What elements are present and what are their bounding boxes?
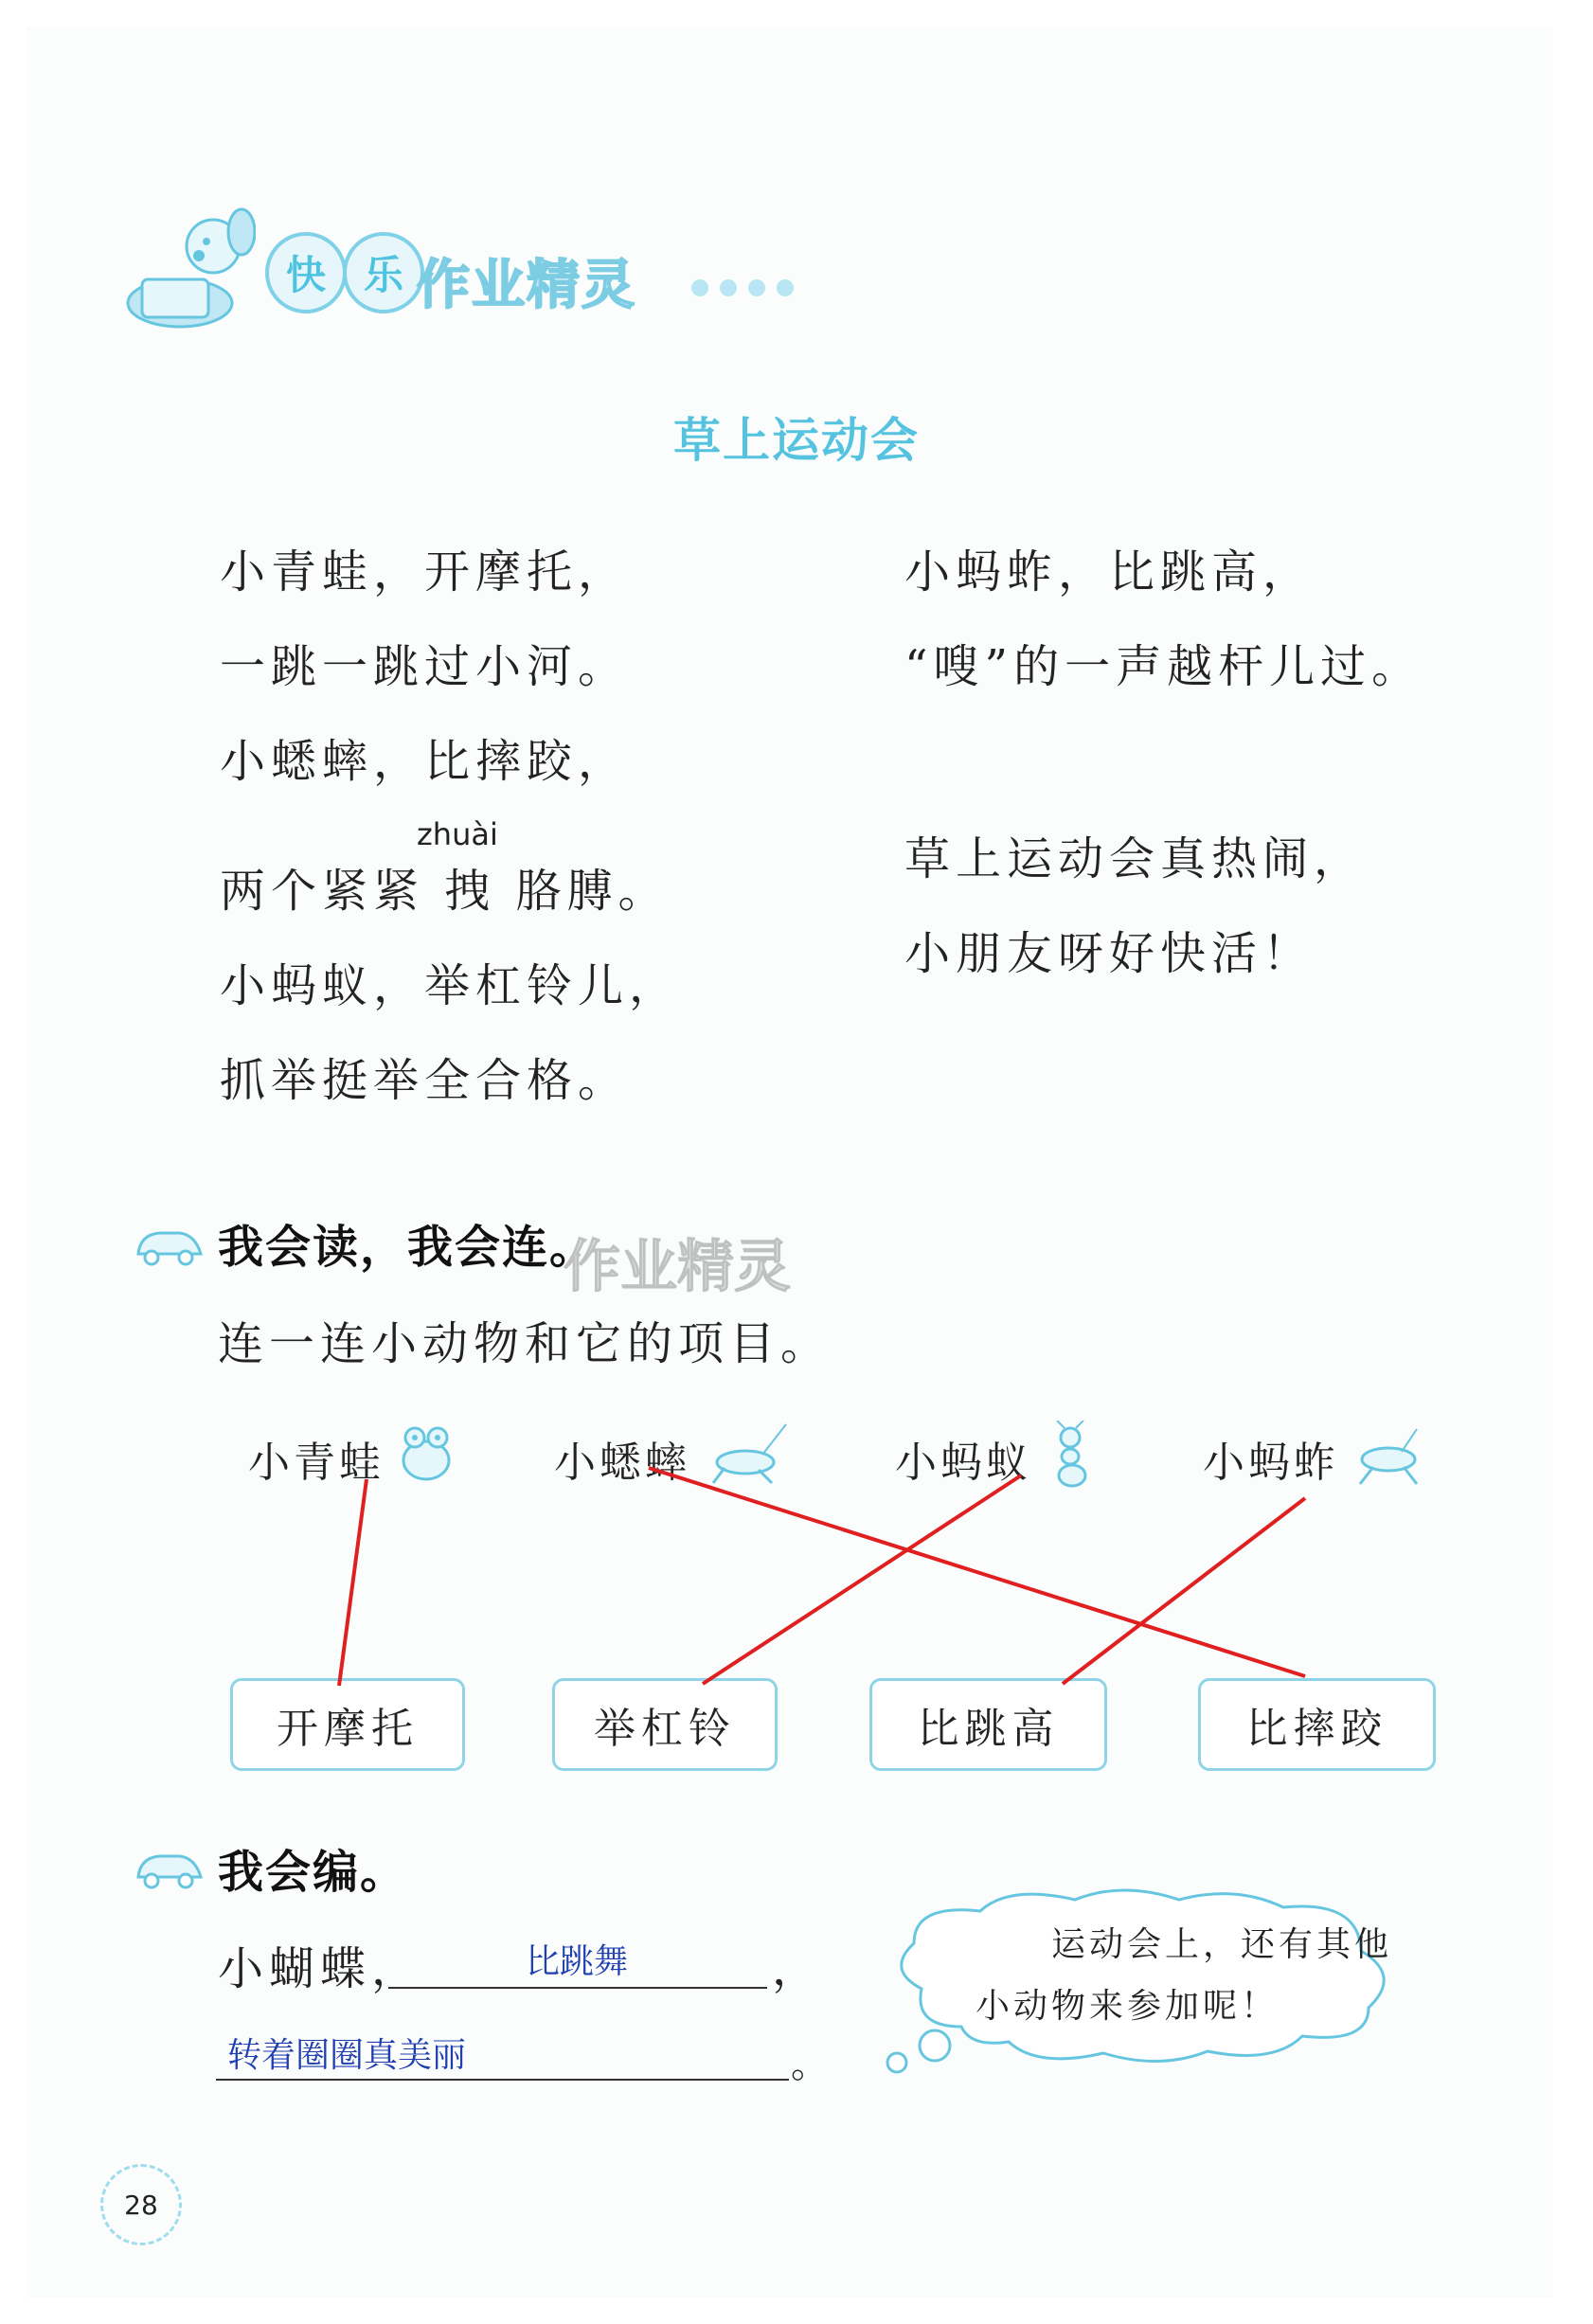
- connection-line-ant-barbell: [703, 1475, 1021, 1684]
- page-number: 28: [100, 2164, 182, 2245]
- poem-line: 小朋友呀好快活！: [904, 927, 1315, 980]
- animal-label-frog: 小青蛙: [248, 1439, 385, 1487]
- badge-kuai: 快: [265, 232, 347, 313]
- answer-field-1[interactable]: 比跳舞: [526, 1942, 629, 1981]
- poem-line: 小青蛙，开摩托，: [220, 545, 630, 599]
- poem-line: 一跳一跳过小河。: [220, 640, 630, 693]
- cloud-text-line-2: 小动物来参加呢！: [975, 1987, 1280, 2026]
- banner-title: 作业精灵: [417, 255, 636, 316]
- answer-field-2[interactable]: 转着圈圈真美丽: [227, 2036, 467, 2075]
- section-heading-compose: 我会编。: [218, 1846, 408, 1899]
- comma-mark: ，: [772, 1942, 824, 1995]
- watermark: 作业精灵: [564, 1234, 791, 1300]
- pinyin-zhuai: zhuài: [417, 816, 498, 852]
- section-heading-read-connect: 我会读，我会连。: [218, 1221, 598, 1274]
- poem-line: 草上运动会真热闹，: [904, 832, 1366, 885]
- event-box-barbell[interactable]: 举杠铃: [552, 1678, 778, 1771]
- badge-le: 乐: [343, 232, 424, 313]
- event-box-motorcycle[interactable]: 开摩托: [230, 1678, 465, 1771]
- poem-line: 小蚂蚱，比跳高，: [904, 545, 1315, 599]
- poem-line: 抓举挺举全合格。: [220, 1054, 630, 1107]
- poem-line: 小蚂蚁，举杠铃儿，: [220, 959, 681, 1012]
- poem-line: 小蟋蟀，比摔跤，: [220, 735, 630, 788]
- car-icon: [131, 1845, 206, 1890]
- answer-underline-1: [388, 1987, 767, 1989]
- connection-line-grasshopper-high-jump: [1063, 1498, 1305, 1684]
- answer-underline-2: [216, 2079, 789, 2081]
- event-box-high-jump[interactable]: 比跳高: [869, 1678, 1107, 1771]
- animal-label-grasshopper: 小蚂蚱: [1203, 1439, 1339, 1487]
- period-mark: 。: [791, 2043, 834, 2086]
- poem-line: 两个紧紧 拽 胳膊。: [220, 865, 670, 918]
- animal-label-cricket: 小蟋蟀: [554, 1439, 690, 1487]
- event-box-wrestling[interactable]: 比摔跤: [1198, 1678, 1436, 1771]
- cloud-text-line-1: 运动会上，还有其他: [1051, 1925, 1393, 1964]
- connection-line-frog-motorcycle: [339, 1479, 367, 1686]
- animal-label-ant: 小蚂蚁: [895, 1439, 1031, 1487]
- compose-prompt: 小蝴蝶，: [218, 1942, 423, 1995]
- poem-title: 草上运动会: [673, 412, 920, 468]
- instruction-text: 连一连小动物和它的项目。: [218, 1317, 832, 1370]
- poem-line: “嗖”的一声越杆儿过。: [904, 640, 1423, 693]
